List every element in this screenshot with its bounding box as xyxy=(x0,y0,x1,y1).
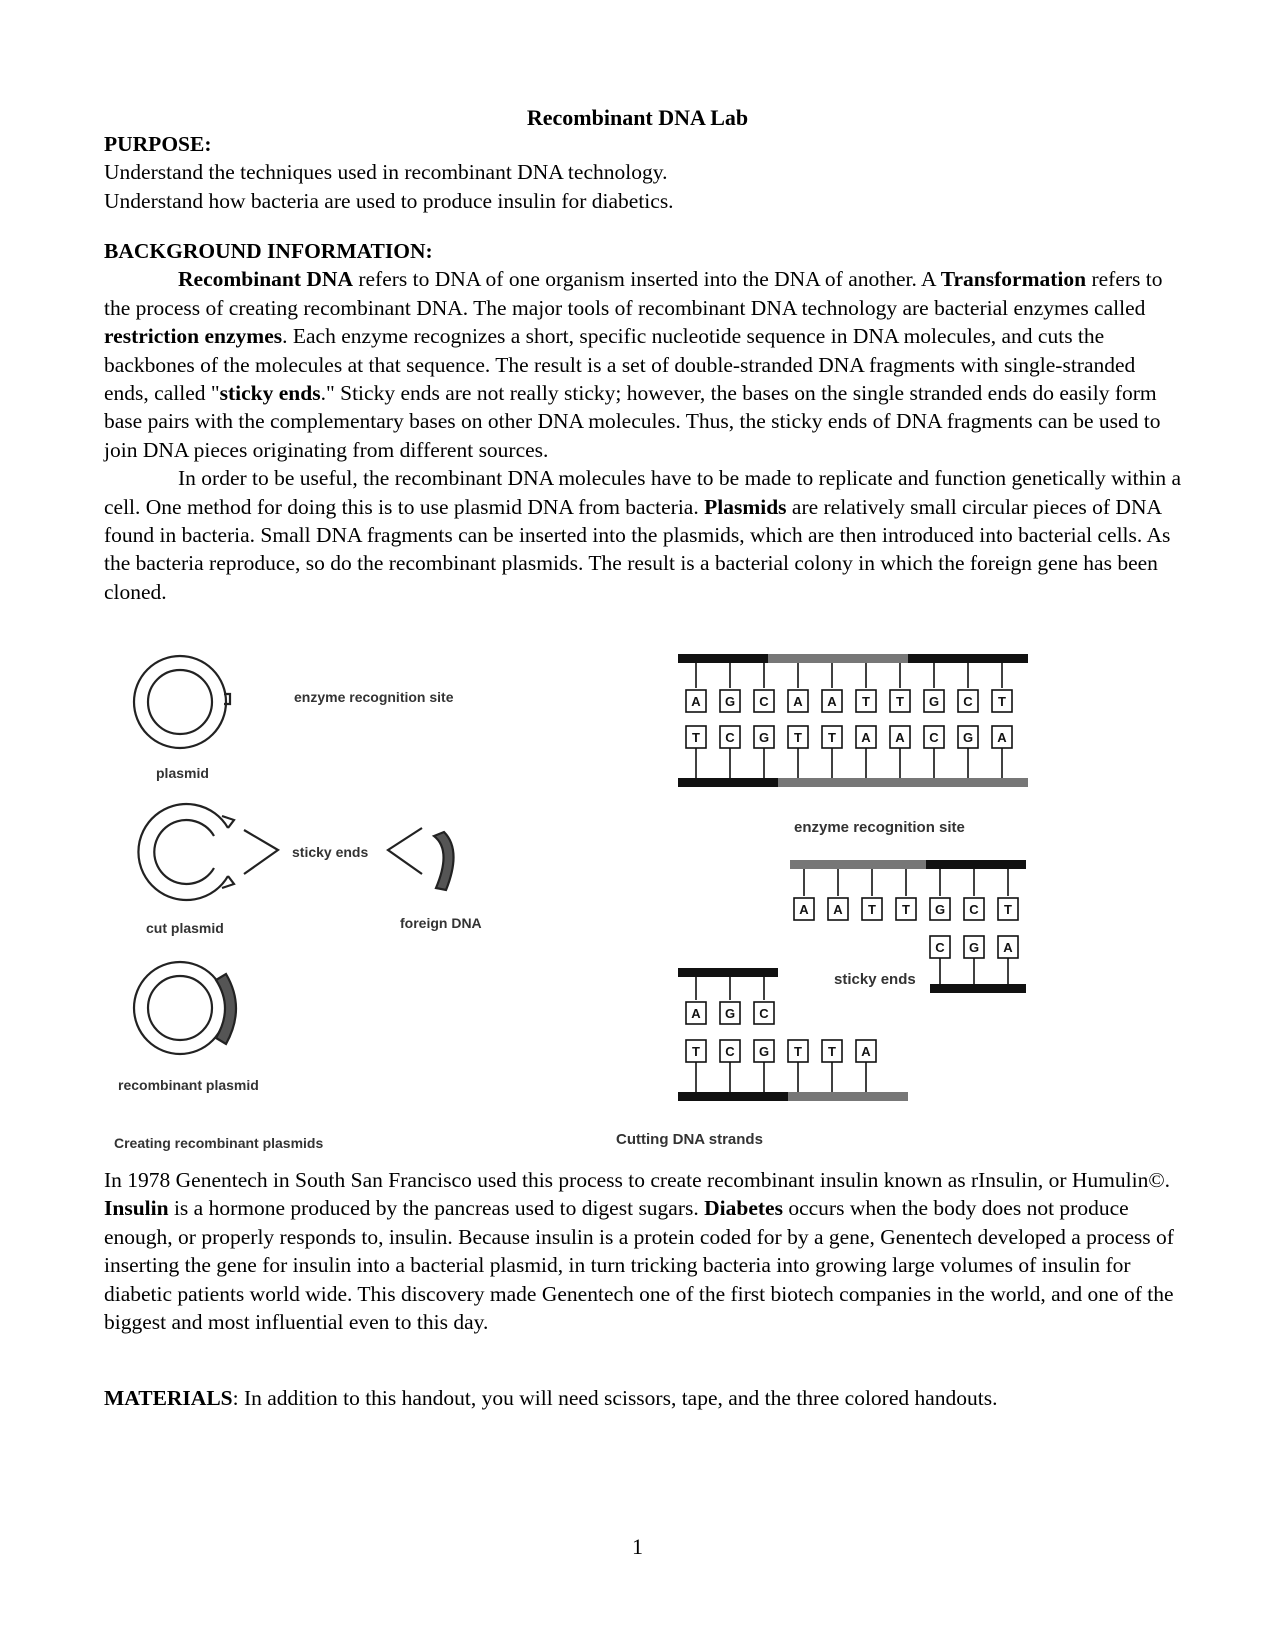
base-letter: C xyxy=(759,694,769,709)
recombinant-plasmid-diagram xyxy=(134,962,236,1054)
label-cut-plasmid: cut plasmid xyxy=(146,920,224,936)
base-letter: A xyxy=(799,902,809,917)
label-recombinant-plasmid: recombinant plasmid xyxy=(118,1077,259,1093)
materials-label: MATERIALS xyxy=(104,1386,233,1410)
base-letter: G xyxy=(962,730,974,745)
base-letter: T xyxy=(692,1044,700,1059)
cut-lower-backbone-top xyxy=(678,968,778,977)
backbone-top-left xyxy=(678,654,768,663)
base-letter: G xyxy=(968,940,980,955)
materials-section xyxy=(104,1384,1184,1412)
cut-upper-backbone-black xyxy=(926,860,1026,869)
background-paragraph-1: Recombinant DNA refers to DNA of one organism inserted into the DNA of another. A Transformation refers to the process of creating recombinant DNA. The major tools of recombinant DNA technology are bacterial enzymes called restriction enzymes. Each enzyme recognizes a short, specific nucleotide sequence in DNA molecules, and cuts the backbones of the molecules at that sequence. The result is a set of double-stranded DNA fragments with single-stranded ends, called "sticky ends." Sticky ends are not really sticky; however, the bases on the single stranded ends do easily form base pairs with the complementary bases on other DNA molecules. Thus, the sticky ends of DNA fragments can be used to join DNA pieces originating from different sources. xyxy=(104,267,1163,462)
label-foreign-dna: foreign DNA xyxy=(400,915,482,931)
purpose-line-2: Understand how bacteria are used to produce insulin for diabetics. xyxy=(104,188,674,213)
term-restriction-enzymes: restriction enzymes xyxy=(104,324,283,349)
background-paragraph-2: In order to be useful, the recombinant DNA molecules have to be made to replicate and function genetically within a cell. One method for doing this is to use plasmid DNA from bacteria. Plasmids are relatively small circular pieces of DNA found in bacteria. Small DNA fragments can be inserted into the plasmids, which are then introduced into bacterial cells. As the bacteria reproduce, so do the recombinant plasmids. The result is a bacterial colony in which the foreign gene has been cloned. xyxy=(104,466,1181,604)
base-letter: T xyxy=(868,902,876,917)
label-sticky-ends-left: sticky ends xyxy=(292,844,369,860)
background-section xyxy=(104,237,1184,606)
background-heading: BACKGROUND INFORMATION: xyxy=(104,239,433,263)
base-letter: C xyxy=(759,1006,769,1021)
base-letter: C xyxy=(963,694,973,709)
base-letter: A xyxy=(861,730,871,745)
plasmid-diagram xyxy=(134,656,230,748)
base-letter: G xyxy=(758,730,770,745)
base-letter: A xyxy=(895,730,905,745)
base-letter: A xyxy=(691,1006,701,1021)
purpose-heading: PURPOSE: xyxy=(104,132,212,156)
base-letter: T xyxy=(828,1044,836,1059)
base-letter: A xyxy=(1003,940,1013,955)
cut-upper-backbone-grey xyxy=(790,860,926,869)
base-letter: A xyxy=(861,1044,871,1059)
backbone-bottom-mid xyxy=(778,778,1028,787)
base-letter: C xyxy=(929,730,939,745)
figure-cutting-dna-strands xyxy=(616,650,1110,1160)
term-plasmids: Plasmids xyxy=(704,494,787,519)
backbone-top-right xyxy=(908,654,1028,663)
caption-cutting-dna-strands: Cutting DNA strands xyxy=(616,1131,763,1148)
cut-lower-backbone-bottom-black xyxy=(678,1092,788,1101)
intact-dna-strand xyxy=(678,654,1028,787)
caption-creating-recombinant-plasmids: Creating recombinant plasmids xyxy=(114,1135,324,1151)
term-diabetes: Diabetes xyxy=(704,1196,783,1221)
page-number: 1 xyxy=(632,1534,643,1559)
label-sticky-ends-right: sticky ends xyxy=(834,971,916,988)
base-letter: G xyxy=(724,694,736,709)
base-letter: A xyxy=(827,694,837,709)
label-enzyme-recognition-site-right: enzyme recognition site xyxy=(794,819,965,836)
base-letter: T xyxy=(862,694,870,709)
base-letter: A xyxy=(691,694,701,709)
base-letter: T xyxy=(692,730,700,745)
page-title: Recombinant DNA Lab xyxy=(526,105,749,130)
label-plasmid: plasmid xyxy=(156,765,209,781)
base-letter: C xyxy=(725,1044,735,1059)
base-letter: G xyxy=(758,1044,770,1059)
base-letter: C xyxy=(969,902,979,917)
base-letter: T xyxy=(794,730,802,745)
cut-lower-backbone-bottom-grey xyxy=(788,1092,908,1101)
base-letter: C xyxy=(725,730,735,745)
base-letter: A xyxy=(997,730,1007,745)
base-letter: T xyxy=(896,694,904,709)
purpose-line-1: Understand the techniques used in recombinant DNA technology. xyxy=(104,160,668,185)
base-letter: T xyxy=(902,902,910,917)
base-letter: A xyxy=(833,902,843,917)
term-sticky-ends: sticky ends xyxy=(219,381,321,406)
base-letter: A xyxy=(793,694,803,709)
insulin-section xyxy=(104,1166,1184,1336)
base-letter: T xyxy=(1004,902,1012,917)
base-letter: G xyxy=(928,694,940,709)
term-transformation: Transformation xyxy=(940,267,1087,292)
base-letter: G xyxy=(724,1006,736,1021)
term-insulin: Insulin xyxy=(104,1196,169,1221)
term-recombinant-dna: Recombinant DNA xyxy=(178,267,353,292)
base-letter: T xyxy=(794,1044,802,1059)
insulin-paragraph: In 1978 Genentech in South San Francisco used this process to create recombinant insulin known as rInsulin, or Humulin©. Insulin is a hormone produced by the pancreas used to digest sugars. Diabetes occurs when the body does not produce enough, or properly responds to, insulin. Because insulin is a protein coded for by a gene, Genentech developed a process of inserting the gene for insulin into a bacterial plasmid, in turn tricking bacteria into growing large volumes of insulin for diabetic patients world wide. This discovery made Genentech one of the first biotech companies in the world, and one of the biggest and most influential even to this day. xyxy=(104,1168,1174,1335)
materials-line: MATERIALS: In addition to this handout, you will need scissors, tape, and the three colored handouts. xyxy=(104,1386,998,1410)
purpose-section xyxy=(104,130,1184,215)
label-enzyme-recognition-site-left: enzyme recognition site xyxy=(294,689,454,705)
backbone-top-mid xyxy=(768,654,908,663)
base-letter: C xyxy=(935,940,945,955)
backbone-bottom-left xyxy=(678,778,778,787)
base-letter: T xyxy=(998,694,1006,709)
cut-upper-backbone-bottom xyxy=(930,984,1026,993)
base-letter: T xyxy=(828,730,836,745)
figure-creating-recombinant-plasmids xyxy=(104,650,524,1160)
base-letter: G xyxy=(934,902,946,917)
